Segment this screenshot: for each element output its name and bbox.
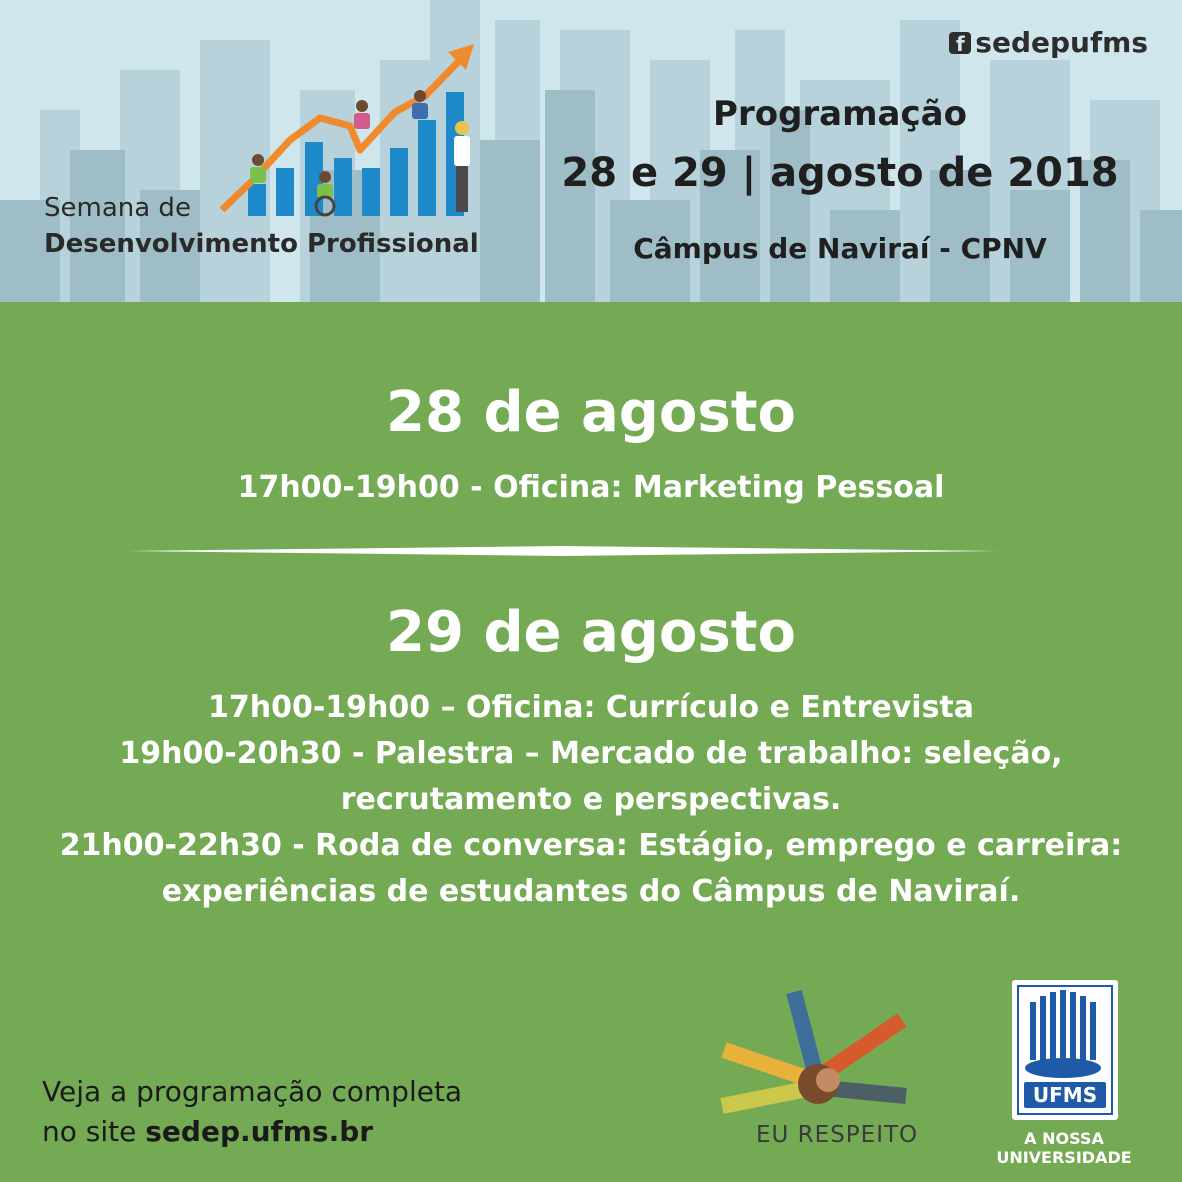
- logo-line-1: Semana de: [44, 193, 191, 223]
- header-banner: [0, 0, 1182, 302]
- footer-text: [42, 1072, 462, 1152]
- day2-line-2: 19h00-20h30 - Palestra – Mercado de trabalho: seleção,: [119, 736, 1063, 771]
- day2-line-4: 21h00-22h30 - Roda de conversa: Estágio, emprego e carreira:: [59, 828, 1123, 863]
- day2-line-1: 17h00-19h00 – Oficina: Currículo e Entrevista: [207, 690, 975, 725]
- program-dates: 28 e 29 | agosto de 2018: [561, 150, 1119, 196]
- day1-item: 17h00-19h00 - Oficina: Marketing Pessoal: [237, 470, 945, 505]
- day2-line-3: recrutamento e perspectivas.: [340, 782, 842, 817]
- event-logo-text: [44, 190, 479, 262]
- facebook-icon: f: [949, 32, 971, 54]
- day1-title: 28 de agosto: [386, 380, 796, 445]
- ufms-logo-text: UFMS: [1032, 1083, 1098, 1107]
- facebook-handle-text: sedepufms: [975, 26, 1148, 59]
- eu-respeito-label: EU RESPEITO: [756, 1122, 919, 1148]
- footer-line-2-prefix: no site: [42, 1115, 146, 1148]
- footer-line-2: [42, 1112, 462, 1152]
- facebook-handle: [949, 26, 1148, 59]
- day2-line-5: experiências de estudantes do Câmpus de Naviraí.: [161, 874, 1021, 909]
- program-title: Programação: [713, 94, 967, 134]
- ufms-logo: [1012, 980, 1118, 1120]
- ufms-building-icon: [1012, 980, 1118, 1120]
- day2-title: 29 de agosto: [386, 600, 796, 665]
- footer-site-link[interactable]: sedep.ufms.br: [145, 1115, 374, 1148]
- program-campus: Câmpus de Naviraí - CPNV: [633, 232, 1047, 265]
- ufms-tagline: A NOSSA UNIVERSIDADE: [996, 1129, 1132, 1167]
- footer-line-1: Veja a programação completa: [42, 1075, 463, 1108]
- section-divider: [128, 544, 998, 558]
- logo-line-2: Desenvolvimento Profissional: [44, 229, 479, 259]
